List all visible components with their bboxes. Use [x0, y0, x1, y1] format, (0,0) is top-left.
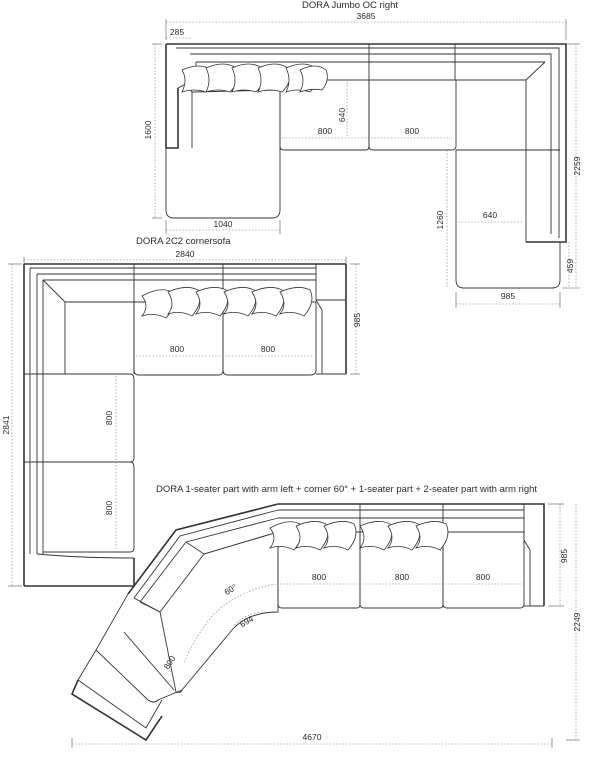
combo-height-right: 2249	[572, 612, 582, 632]
jumbo-lower-width: 985	[500, 291, 516, 301]
combo-corner-seat: 694	[237, 613, 256, 630]
jumbo-title: DORA Jumbo OC right	[301, 0, 399, 11]
corner-total-width: 2840	[175, 249, 195, 259]
corner-seat-1: 800	[169, 344, 185, 354]
corner-depth-right: 985	[352, 312, 362, 328]
corner60-combo-diagram	[72, 484, 582, 748]
corner-side-seat-2: 800	[104, 500, 114, 516]
combo-angled-seat: 800	[161, 653, 178, 672]
corner-seat-2: 800	[260, 344, 276, 354]
jumbo-seat-1: 800	[317, 126, 333, 136]
jumbo-arm-width: 285	[169, 27, 185, 37]
jumbo-seat-depth: 640	[337, 107, 347, 123]
jumbo-height-right: 2259	[572, 156, 582, 176]
jumbo-lower-back: 459	[565, 258, 575, 274]
combo-angle: 60°	[222, 581, 239, 597]
corner-total-height: 2841	[1, 415, 11, 435]
jumbo-total-width: 3685	[356, 11, 376, 21]
combo-seat-2: 800	[394, 572, 410, 582]
combo-title: DORA 1-seater part with arm left + corner 60° + 1-seater part + 2-seater part with arm right	[156, 484, 538, 495]
corner-title: DORA 2C2 cornersofa	[136, 236, 231, 247]
jumbo-seat-2: 800	[404, 126, 420, 136]
jumbo-chaise-width: 1040	[213, 219, 233, 229]
jumbo-oc-diagram	[143, 0, 582, 308]
jumbo-lower-depth: 1260	[435, 210, 445, 230]
jumbo-lower-seat: 640	[482, 210, 498, 220]
combo-seat-1: 800	[311, 572, 327, 582]
combo-depth-right: 985	[559, 548, 569, 564]
corner-side-seat-1: 800	[104, 410, 114, 426]
combo-total-width: 4670	[302, 732, 322, 742]
combo-seat-3: 800	[475, 572, 491, 582]
jumbo-depth-left: 1600	[143, 120, 153, 140]
